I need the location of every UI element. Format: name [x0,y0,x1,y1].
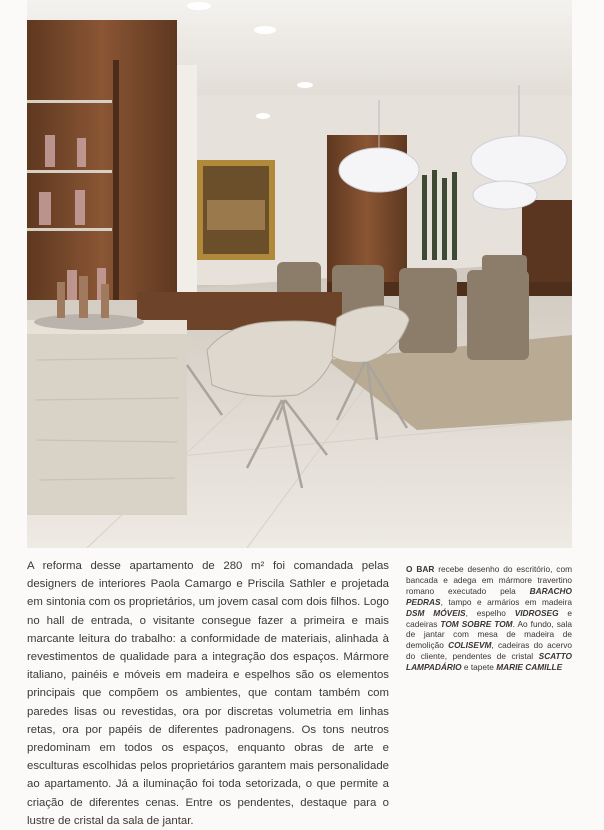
article-paragraph: A reforma desse apartamento de 280 m² foi comandada pelas designers de interiores Paola Camargo e Priscila Sathler e projetada em sintonia com os proprietários, um jovem casal com dois filhos. Logo no hall de entrada, o visitante consegue fazer a primeira e mais marcante leitura do trabalho: a conformidade de materiais, alinhada à revestimentos de qualidade para a integração dos espaços. Mármore italiano, painéis e móveis em madeira e espelhos são os elementos principais que compõem os ambientes, que contam também com paredes lisas ou revestidas, ora por discretas volumetria em linhas retas, ora por papéis de diferentes padronagens. Os tons neutros predominam em todos os espaços, enquanto obras de arte e esculturas escolhidas pelos proprietários garantem mais personalidade ao apartamento. Já a iluminação foi toda setorizada, o que permite a criação de diferentes cenas. Entre os pendentes, destaque para o lustre de cristal da sala de jantar. [27,560,389,827]
caption-text: . Ao fundo, sala de jantar com mesa de madeira de demolição [406,618,572,651]
caption-text: , tampo e armários em madeira [440,596,572,607]
caption-brand: COLISEVM [448,640,492,651]
caption-text: e tapete [461,662,497,673]
caption-brand: MARIE CAMILLE [496,662,563,673]
caption-text: recebe desenho do escritório, com bancada e adega em mármore travertino romano executado pela [406,564,572,596]
caption-brand: BARACHO PEDRAS [406,585,572,607]
photo-illustration [27,0,572,548]
photo-caption [406,564,572,673]
caption-text: , cadeiras do acervo do cliente, pendentes de cristal [406,640,572,662]
caption-brand: DSM MÓVEIS [406,607,466,618]
interior-photo [27,0,572,548]
caption-text: e cadeiras [406,607,573,629]
caption-brand: VIDROSEG [514,607,559,618]
caption-paragraph [406,564,572,673]
caption-brand: TOM SOBRE TOM [440,618,513,629]
caption-lead: O BAR [406,564,435,574]
caption-brand: SCATTO LAMPADÁRIO [406,651,572,673]
article-body [27,557,389,830]
caption-text: , espelho [465,607,515,618]
